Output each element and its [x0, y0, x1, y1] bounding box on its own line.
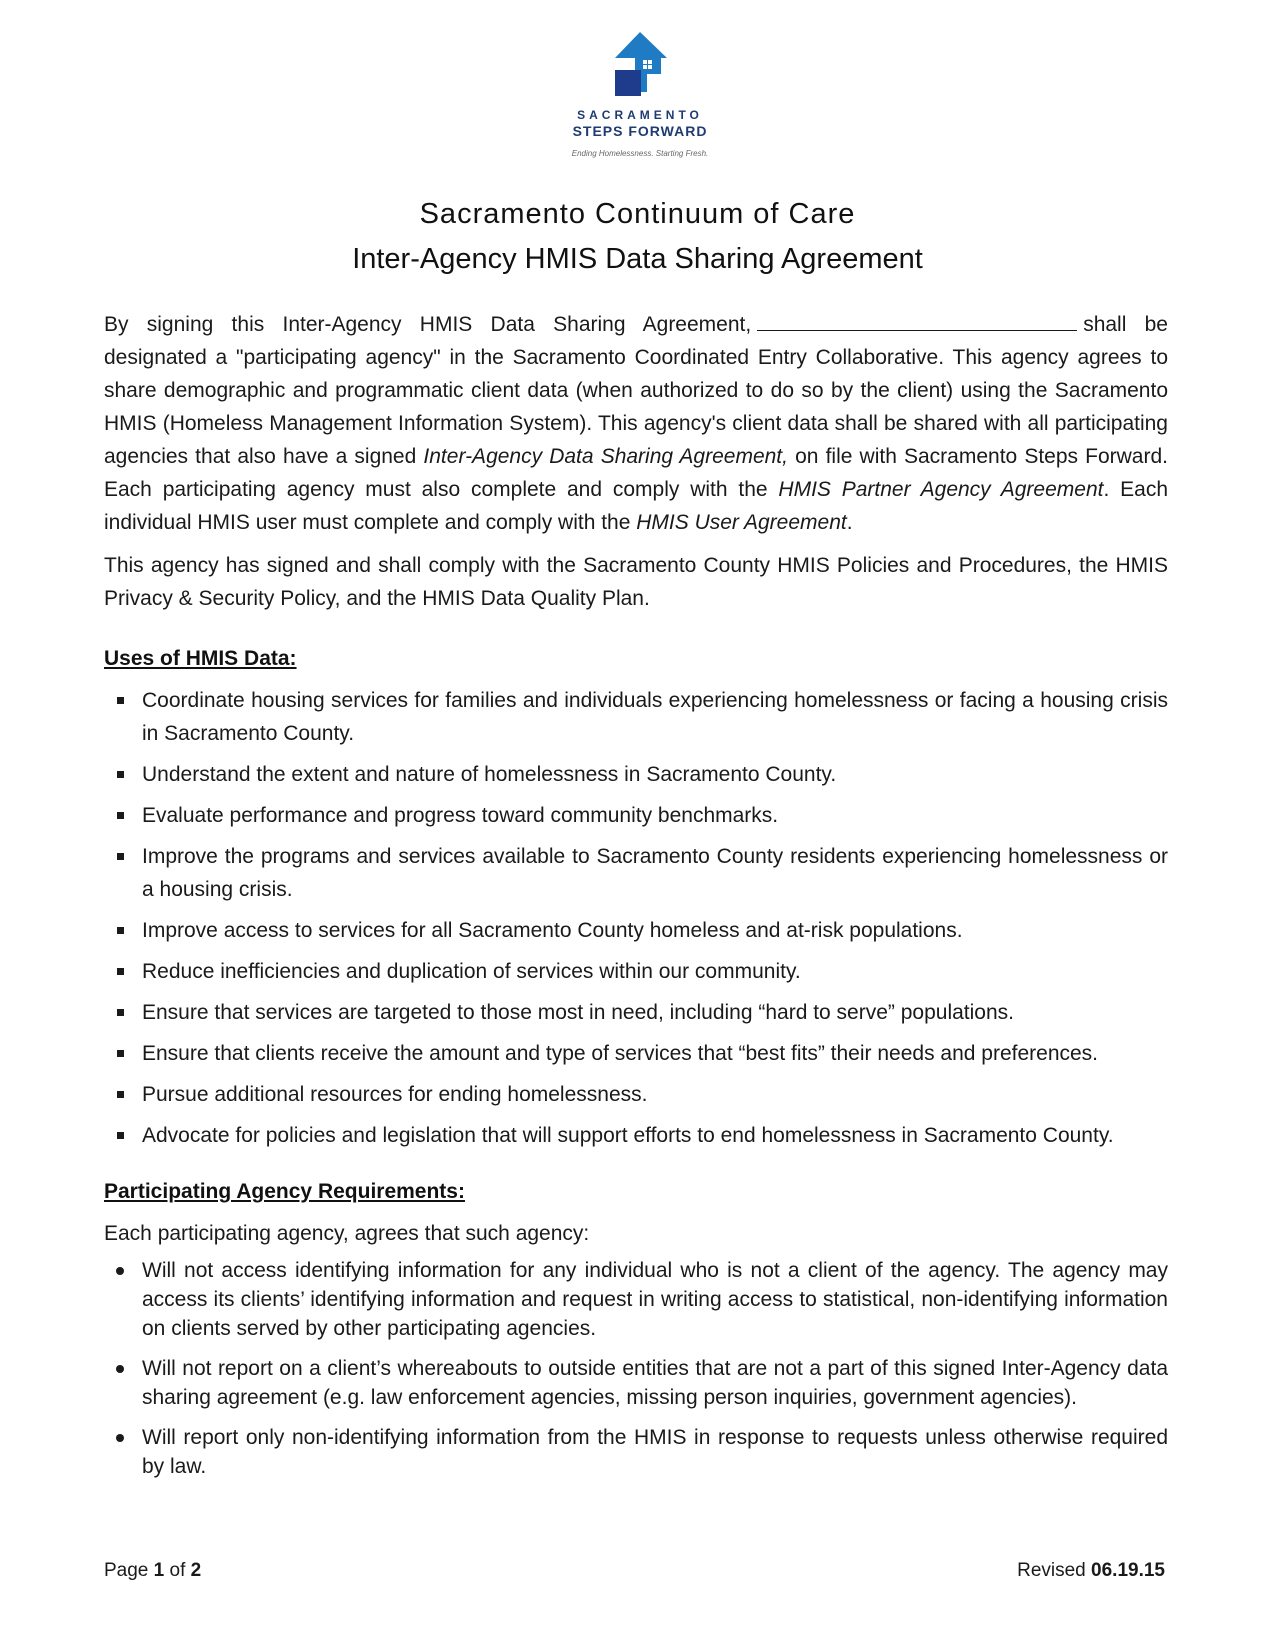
intro-text-d: . Each individual HMIS user must complete and comply with the [104, 478, 1168, 534]
house-logo-icon [605, 30, 675, 102]
list-item: Ensure that services are targeted to those most in need, including “hard to serve” populations. [104, 996, 1168, 1029]
list-item: Evaluate performance and progress toward community benchmarks. [104, 799, 1168, 832]
square-bullet-icon [117, 1050, 124, 1057]
square-bullet-icon [117, 927, 124, 934]
logo-text-line2: STEPS FORWARD [572, 123, 708, 139]
square-bullet-icon [117, 1009, 124, 1016]
list-item: Will not access identifying information for any individual who is not a client of the agency. The agency may access its clients’ identifying information and request in writing access to statistical, non-identifying information on clients served by other participating agencies. [104, 1256, 1168, 1343]
requirements-list [104, 1256, 1168, 1481]
square-bullet-icon [117, 771, 124, 778]
document-title-line1: Sacramento Continuum of Care [419, 198, 856, 230]
list-item: Improve access to services for all Sacramento County homeless and at-risk populations. [104, 914, 1168, 947]
document-title-line2: Inter-Agency HMIS Data Sharing Agreement [352, 243, 923, 275]
logo-text-line1: SACRAMENTO [577, 108, 703, 122]
intro-text-a: By signing this Inter-Agency HMIS Data Sharing Agreement, [104, 313, 752, 336]
intro-text-b: shall be designated a "participating agency" in the Sacramento Coordinated Entry Collaborative. This agency agrees to share demographic and programmatic client data (when authorized to do so by the client) using the Sacramento HMIS (Homeless Management Information System). This agency's client data shall be shared with all participating agencies that also have a signed [104, 313, 1168, 468]
list-item: Coordinate housing services for families and individuals experiencing homelessness or facing a housing crisis in Sacramento County. [104, 684, 1168, 750]
list-item: Pursue additional resources for ending homelessness. [104, 1078, 1168, 1111]
intro-italic-3: HMIS User Agreement [636, 511, 847, 534]
list-item: Ensure that clients receive the amount and type of services that “best fits” their needs and preferences. [104, 1037, 1168, 1070]
square-bullet-icon [117, 853, 124, 860]
requirements-section [104, 1217, 1168, 1492]
uses-list [104, 684, 1168, 1152]
square-bullet-icon [117, 1091, 124, 1098]
page-number: Page 1 of 2 [104, 1560, 202, 1581]
requirements-heading: Participating Agency Requirements: [104, 1180, 465, 1203]
uses-section [104, 684, 1168, 1160]
round-bullet-icon [116, 1267, 124, 1275]
intro-section [104, 308, 1168, 615]
intro-paragraph-1 [104, 308, 1168, 539]
list-item: Understand the extent and nature of homelessness in Sacramento County. [104, 758, 1168, 791]
square-bullet-icon [117, 968, 124, 975]
list-item: Will report only non-identifying information from the HMIS in response to requests unless otherwise required by law. [104, 1423, 1168, 1481]
uses-heading: Uses of HMIS Data: [104, 647, 297, 670]
organization-logo [540, 30, 740, 158]
intro-paragraph-2: This agency has signed and shall comply with the Sacramento County HMIS Policies and Procedures, the HMIS Privacy & Security Policy, and the HMIS Data Quality Plan. [104, 554, 1168, 610]
square-bullet-icon [117, 1132, 124, 1139]
round-bullet-icon [116, 1365, 124, 1373]
intro-italic-2: HMIS Partner Agency Agreement [778, 478, 1104, 501]
intro-text-e: . [846, 511, 853, 534]
requirements-intro: Each participating agency, agrees that such agency: [104, 1222, 590, 1245]
logo-tagline: Ending Homelessness. Starting Fresh. [571, 149, 709, 158]
square-bullet-icon [117, 812, 124, 819]
revision-date: Revised 06.19.15 [1017, 1560, 1165, 1581]
intro-italic-1: Inter-Agency Data Sharing Agreement, [423, 445, 788, 468]
round-bullet-icon [116, 1434, 124, 1442]
agency-name-blank[interactable] [757, 312, 1077, 331]
list-item: Advocate for policies and legislation that will support efforts to end homelessness in Sacramento County. [104, 1119, 1168, 1152]
intro-text-c: on file with Sacramento Steps Forward. Each participating agency must also complete and comply with the [104, 445, 1168, 501]
square-bullet-icon [117, 697, 124, 704]
list-item: Improve the programs and services available to Sacramento County residents experiencing homelessness or a housing crisis. [104, 840, 1168, 906]
list-item: Will not report on a client’s whereabouts to outside entities that are not a part of this signed Inter-Agency data sharing agreement (e.g. law enforcement agencies, missing person inquiries, government agencies). [104, 1354, 1168, 1412]
list-item: Reduce inefficiencies and duplication of services within our community. [104, 955, 1168, 988]
